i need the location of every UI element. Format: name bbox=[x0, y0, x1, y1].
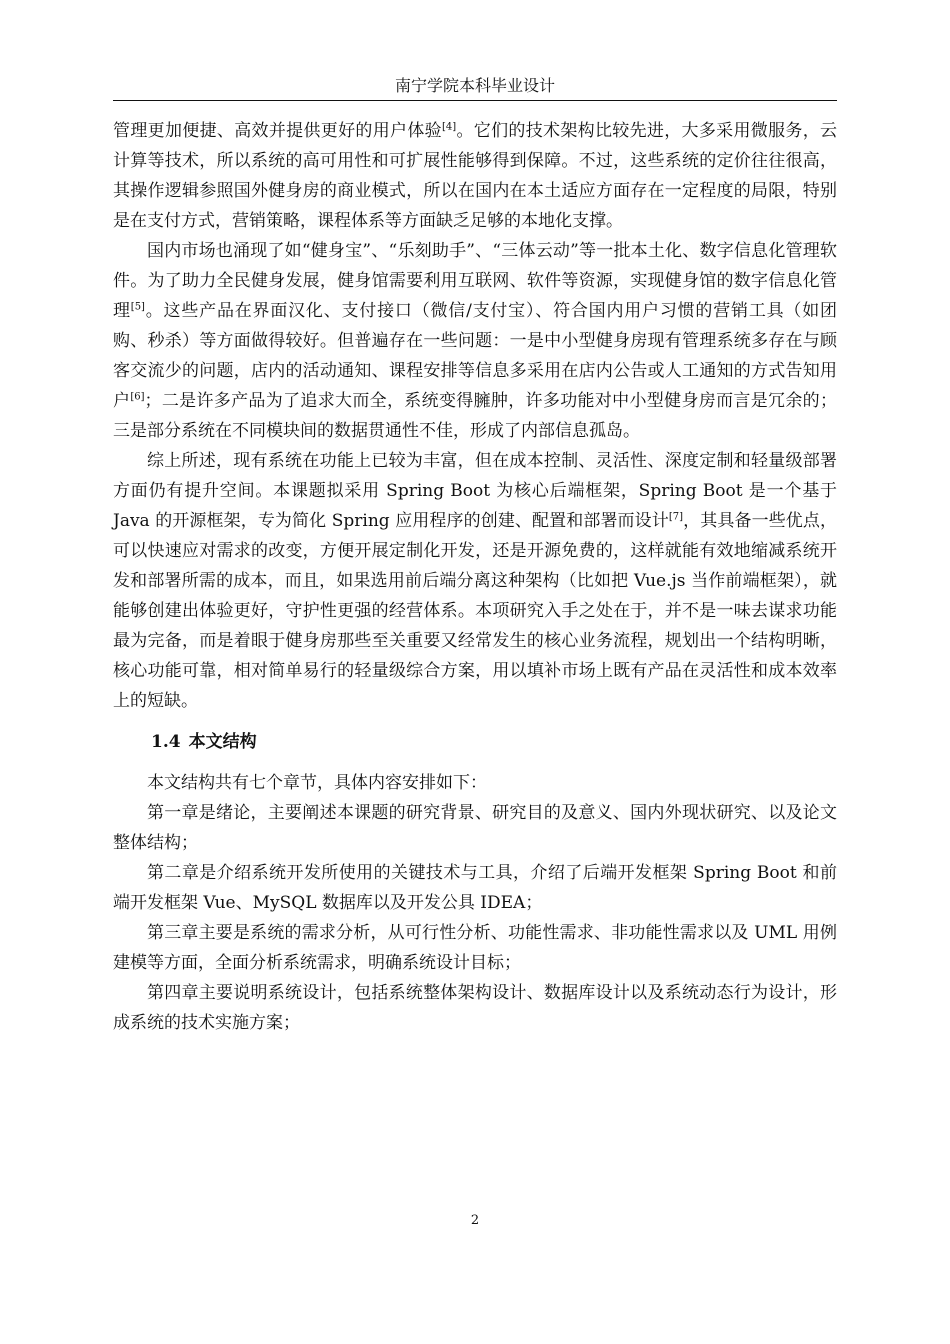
paragraph-text: 国内市场也涌现了如“健身宝”、“乐刻助手”、“三体云动”等一批本土化、数字信息化管理软件。为了助力全民健身发展，健身馆需要利用互联网、软件等资源，实现健身馆的数字信息化管理 bbox=[113, 241, 837, 321]
paragraph-text: ，其具备一些优点，可以快速应对需求的改变，方便开展定制化开发，还是开源免费的，这样就能有效地缩减系统开发和部署所需的成本，而且，如果选用前后端分离这种架构（比如把 Vue.js 当作前端框架），就能够创建出体验更好，守护性更强的经营体系。本项研究入手之处在于，并不是一味去谋求功能最为完备，而是着眼于健身房那些至关重要又经常发生的核心业务流程，规划出一个结构明晰，核心功能可靠，相对简单易行的轻量级综合方案，用以填补市场上既有产品在灵活性和成本效率上的短缺。 bbox=[113, 511, 837, 711]
section-number: 1.4 bbox=[151, 732, 181, 752]
citation-5: [5] bbox=[130, 301, 145, 313]
paragraph-text: 。这些产品在界面汉化、支付接口（微信/支付宝）、符合国内用户习惯的营销工具（如团购、秒杀）等方面做得较好。但普遍存在一些问题：一是中小型健身房现有管理系统多存在与顾客交流少的问题，店内的活动通知、课程安排等信息多采用在店内公告或人工通知的方式告知用户 bbox=[113, 301, 837, 411]
header-rule bbox=[113, 100, 837, 101]
chapter-3-description: 第三章主要是系统的需求分析，从可行性分析、功能性需求、非功能性需求以及 UML 用例建模等方面，全面分析系统需求，明确系统设计目标； bbox=[113, 923, 837, 973]
citation-4: [4] bbox=[441, 121, 457, 133]
paragraph-summary bbox=[113, 446, 837, 716]
chapter-1-description: 第一章是绪论，主要阐述本课题的研究背景、研究目的及意义、国内外现状研究、以及论文整体结构； bbox=[113, 803, 837, 853]
paragraph-text: ；二是许多产品为了追求大而全，系统变得臃肿，许多功能对中小型健身房而言是冗余的；三是部分系统在不同模块间的数据贯通性不佳，形成了内部信息孤岛。 bbox=[113, 391, 838, 441]
chapter-4-description: 第四章主要说明系统设计，包括系统整体架构设计、数据库设计以及系统动态行为设计，形成系统的技术实施方案； bbox=[113, 983, 837, 1033]
page-number: 2 bbox=[470, 1213, 480, 1228]
paragraph-text: 。它们的技术架构比较先进，大多采用微服务，云计算等技术，所以系统的高可用性和可扩展性能够得到保障。不过，这些系统的定价往往很高，其操作逻辑参照国外健身房的商业模式，所以在国内在本土适应方面存在一定程度的局限，特别是在支付方式，营销策略，课程体系等方面缺乏足够的本地化支撑。 bbox=[113, 121, 838, 231]
citation-6: [6] bbox=[130, 391, 145, 403]
header-title: 南宁学院本科毕业设计 bbox=[394, 76, 555, 95]
paragraph-text: 管理更加便捷、高效并提供更好的用户体验 bbox=[113, 121, 442, 141]
section-heading bbox=[113, 727, 837, 757]
paragraph-overseas-systems bbox=[113, 116, 837, 236]
page-header bbox=[113, 76, 837, 96]
citation-7: [7] bbox=[668, 511, 684, 523]
document-body bbox=[113, 116, 837, 1038]
structure-intro: 本文结构共有七个章节，具体内容安排如下： bbox=[147, 773, 487, 793]
chapter-2-description: 第二章是介绍系统开发所使用的关键技术与工具，介绍了后端开发框架 Spring Boot 和前端开发框架 Vue、MySQL 数据库以及开发公具 IDEA； bbox=[113, 863, 837, 913]
section-title: 本文结构 bbox=[188, 732, 257, 752]
paragraph-domestic-systems bbox=[113, 236, 837, 446]
paragraph-text: 综上所述，现有系统在功能上已较为丰富，但在成本控制、灵活性、深度定制和轻量级部署方面仍有提升空间。本课题拟采用 Spring Boot 为核心后端框架，Spring Boot 是一个基于 Java 的开源框架，专为简化 Spring 应用程序的创建、配置和部署而设计 bbox=[113, 451, 837, 531]
